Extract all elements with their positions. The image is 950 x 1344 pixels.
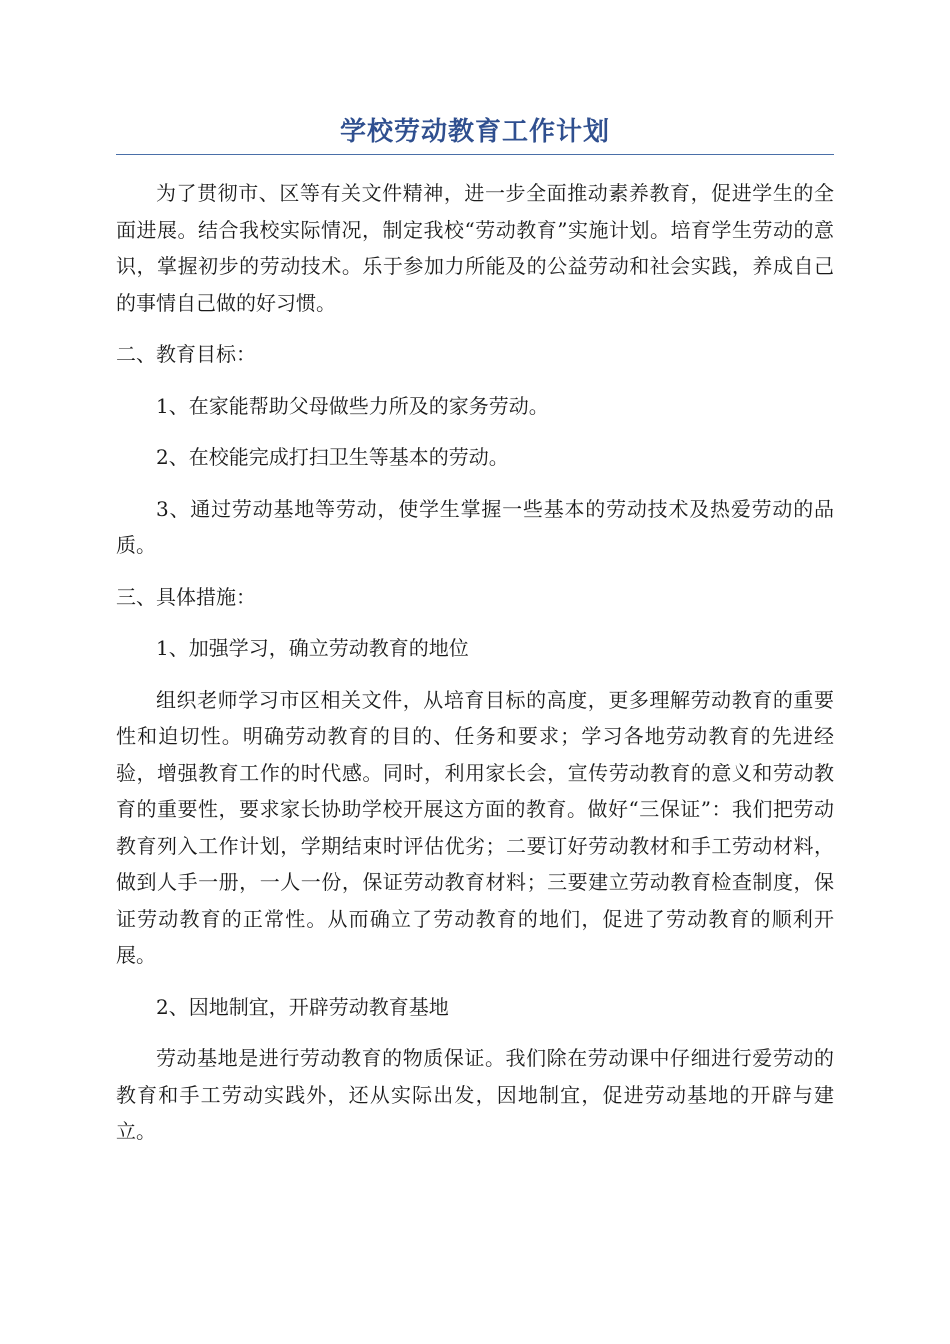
section-heading-measures: 三、具体措施： <box>116 584 256 609</box>
goal-item-2: 2、在校能完成打扫卫生等基本的劳动。 <box>156 445 509 469</box>
document-page <box>116 112 834 1165</box>
goal-item-1: 1、在家能帮助父母做些力所及的家务劳动。 <box>156 393 549 418</box>
document-body <box>116 175 834 1150</box>
measure-body-1: 组织老师学习市区相关文件，从培育目标的高度，更多理解劳动教育的重要性和迫切性。明确劳动教育的目的、任务和要求；学习各地劳动教育的先进经验，增强教育工作的时代感。同时，利用家长会，宣传劳动教育的意义和劳动教育的重要性，要求家长协助学校开展这方面的教育。做好“三保证”：我们把劳动教育列入工作计划，学期结束时评估优劣；二要订好劳动教材和手工劳动材料，做到人手一册，一人一份，保证劳动教育材料；三要建立劳动教育检查制度，保证劳动教育的正常性。从而确立了劳动教育的地们，促进了劳动教育的顺利开展。 <box>116 687 834 967</box>
intro-paragraph: 为了贯彻市、区等有关文件精神，进一步全面推动素养教育，促进学生的全面进展。结合我校实际情况，制定我校“劳动教育”实施计划。培育学生劳动的意识，掌握初步的劳动技术。乐于参加力所能及的公益劳动和社会实践，养成自己的事情自己做的好习惯。 <box>116 181 834 315</box>
measure-heading-1: 1、加强学习，确立劳动教育的地位 <box>156 636 469 660</box>
goal-item-3: 3、通过劳动基地等劳动，使学生掌握一些基本的劳动技术及热爱劳动的品质。 <box>116 496 834 557</box>
document-title: 学校劳动教育工作计划 <box>116 112 834 155</box>
measure-body-2: 劳动基地是进行劳动教育的物质保证。我们除在劳动课中仔细进行爱劳动的教育和手工劳动实践外，还从实际出发，因地制宜，促进劳动基地的开辟与建立。 <box>116 1046 834 1143</box>
measure-heading-2: 2、因地制宜，开辟劳动教育基地 <box>156 994 449 1019</box>
section-heading-goals: 二、教育目标： <box>116 342 256 366</box>
